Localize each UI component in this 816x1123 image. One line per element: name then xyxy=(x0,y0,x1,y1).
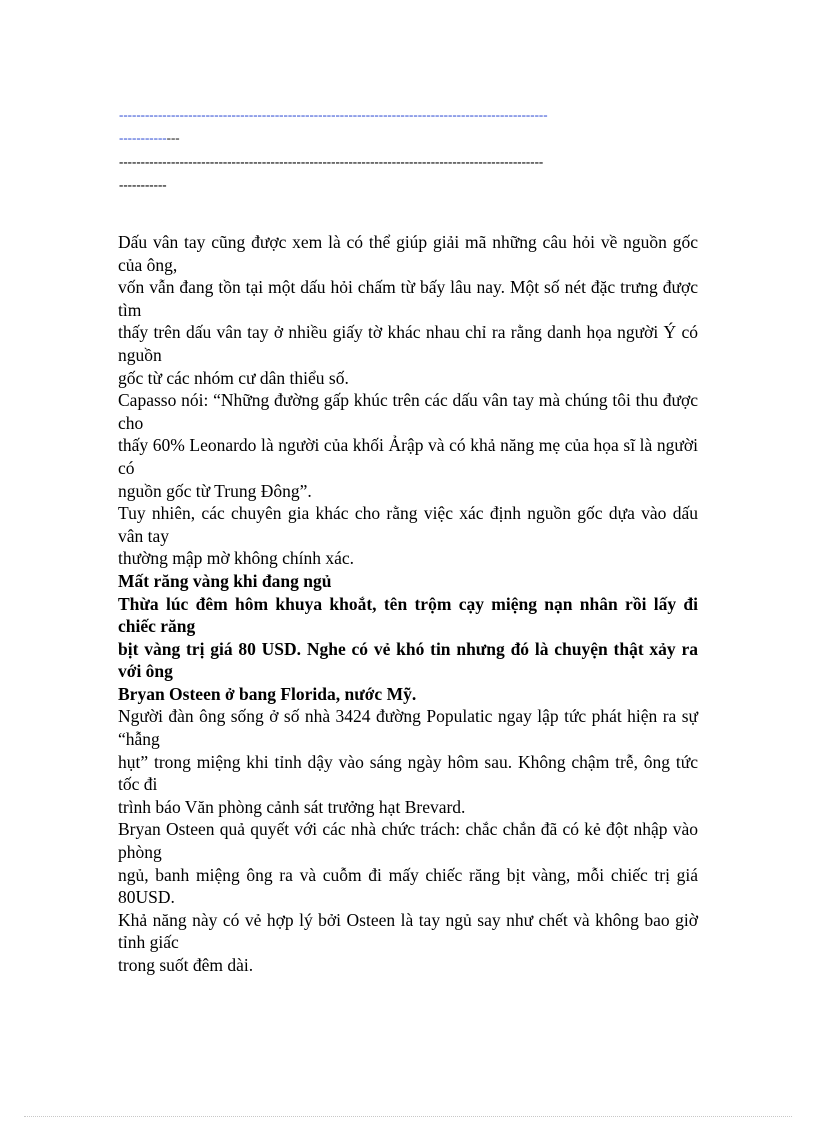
blue-dashed-separator-continued xyxy=(119,127,719,149)
headline-line: Bryan Osteen ở bang Florida, nước Mỹ. xyxy=(118,683,417,704)
paragraph-line: Người đàn ông sống ở số nhà 3424 đường Populatic ngay lập tức phát hiện ra sự “hẫng xyxy=(118,706,698,750)
paragraph-line: vốn vẫn đang tồn tại một dấu hỏi chấm từ bấy lâu nay. Một số nét đặc trưng được tìm xyxy=(118,277,698,320)
paragraph-line: Dấu vân tay cũng được xem là có thể giúp giải mã những câu hỏi về nguồn gốc của ông, xyxy=(118,232,698,275)
paragraph-line: Tuy nhiên, các chuyên gia khác cho rằng việc xác định nguồn gốc dựa vào dấu vân tay xyxy=(118,503,698,546)
paragraph-line: Capasso nói: “Những đường gấp khúc trên các dấu vân tay mà chúng tôi thu được cho xyxy=(118,390,698,433)
article-body xyxy=(118,231,698,977)
black-dashes: --- xyxy=(166,130,180,145)
paragraph-line: thấy trên dấu vân tay ở nhiều giấy tờ khác nhau chỉ ra rằng danh họa người Ý có nguồn xyxy=(118,322,698,365)
headline-line: bịt vàng trị giá 80 USD. Nghe có vẻ khó tin nhưng đó là chuyện thật xảy ra với ông xyxy=(118,638,698,682)
paragraph-line: hụt” trong miệng khi tỉnh dậy vào sáng ngày hôm sau. Không chậm trễ, ông tức tốc đi xyxy=(118,751,698,795)
paragraph-line: ngủ, banh miệng ông ra và cuỗm đi mấy chiếc răng bịt vàng, mỗi chiếc trị giá 80USD. xyxy=(118,864,698,908)
paragraph-line: trình báo Văn phòng cảnh sát trưởng hạt Brevard. xyxy=(118,796,466,817)
paragraph-line: thấy 60% Leonardo là người của khối Ảrập và có khả năng mẹ của họa sĩ là người có xyxy=(118,435,698,478)
bold-dashed-separator-continued: ----------- xyxy=(119,177,167,192)
paragraph-line: gốc từ các nhóm cư dân thiểu số. xyxy=(118,367,349,388)
page-bottom-dotted-rule xyxy=(24,1116,792,1117)
paragraph-line: nguồn gốc từ Trung Đông”. xyxy=(118,480,312,501)
paragraph-line: Bryan Osteen quả quyết với các nhà chức trách: chắc chắn đã có kẻ đột nhập vào phòng xyxy=(118,819,698,863)
headline-line: Mất răng vàng khi đang ngủ xyxy=(118,570,332,591)
bold-dashed-separator: -------------------------------------------------------------------------------------------------- xyxy=(119,154,544,169)
headline-line: Thừa lúc đêm hôm khuya khoắt, tên trộm cạy miệng nạn nhân rồi lấy đi chiếc răng xyxy=(118,593,698,637)
blue-dashes: ----------- xyxy=(119,130,167,145)
paragraph-line: Khả năng này có vẻ hợp lý bởi Osteen là tay ngủ say như chết và không bao giờ tỉnh giấc xyxy=(118,909,698,953)
paragraph-line: thường mập mờ không chính xác. xyxy=(118,548,355,569)
blue-dashed-separator: --------------------------------------------------------------------------------------------------- xyxy=(119,107,548,122)
paragraph-line: trong suốt đêm dài. xyxy=(118,955,254,975)
